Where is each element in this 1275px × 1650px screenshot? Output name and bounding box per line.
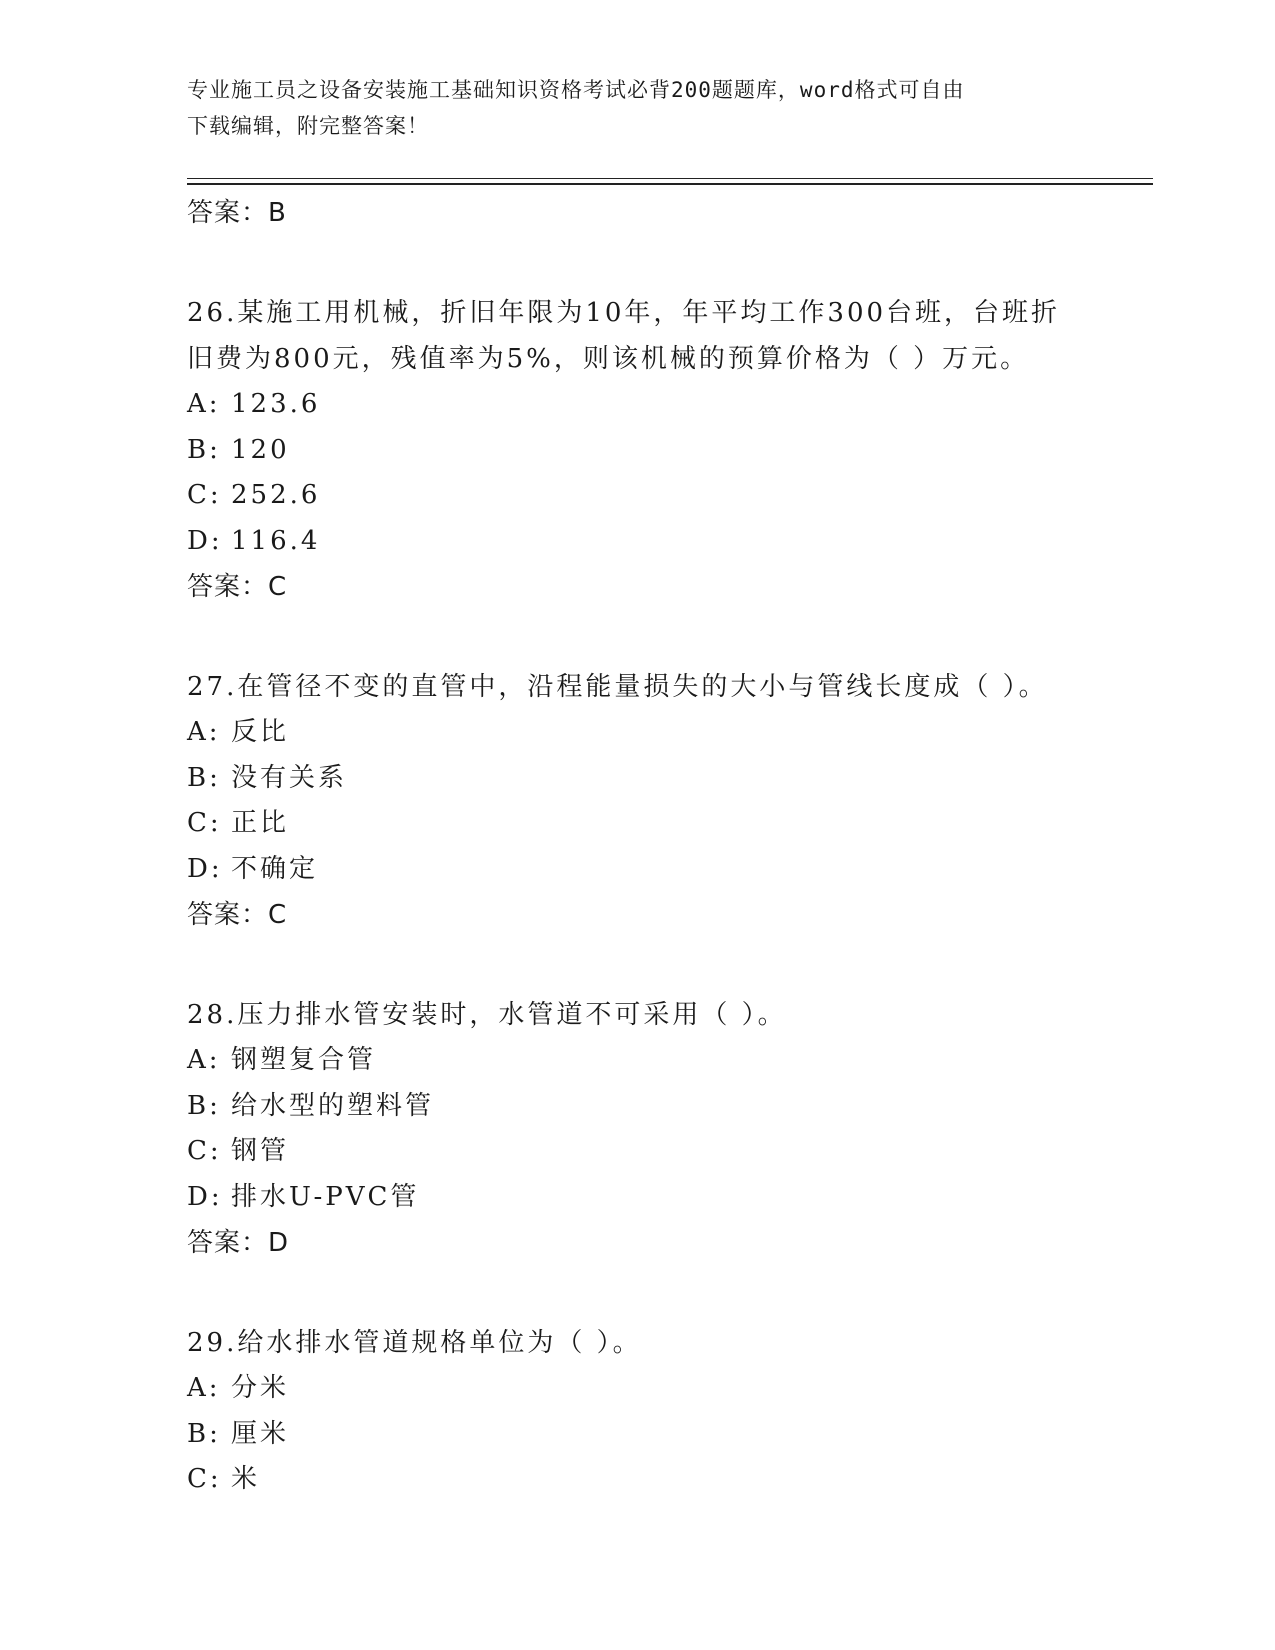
option-c: C: 钢管	[187, 1136, 290, 1166]
option-b: B: 120	[187, 434, 290, 465]
question-stem: 26.某施工用机械，折旧年限为10年，年平均工作300台班，台班折	[187, 298, 1061, 328]
question-stem: 27.在管径不变的直管中，沿程能量损失的大小与管线长度成（ ）。	[187, 672, 1048, 702]
question-26	[187, 290, 1087, 610]
question-29	[187, 1320, 1087, 1503]
option-a: A: 123.6	[187, 389, 321, 419]
option-a: A: 钢塑复合管	[187, 1045, 377, 1075]
question-stem: 28.压力排水管安装时，水管道不可采用（ ）。	[187, 1000, 787, 1030]
header-line-2: 下载编辑，附完整答案！	[187, 114, 429, 138]
header-line-1: 专业施工员之设备安装施工基础知识资格考试必背200题题库，word格式可自由	[187, 78, 965, 102]
question-list	[187, 190, 1087, 1503]
header-divider-thick	[187, 183, 1153, 185]
answer: 答案：C	[187, 572, 288, 602]
header-divider-thin	[187, 178, 1153, 179]
answer: 答案：D	[187, 1228, 290, 1258]
option-d: D: 116.4	[187, 525, 321, 556]
previous-answer: 答案：B	[187, 198, 287, 228]
document-header	[187, 72, 1077, 144]
option-d: D: 排水U-PVC管	[187, 1181, 420, 1212]
question-27	[187, 664, 1087, 938]
option-d: D: 不确定	[187, 853, 319, 884]
option-b: B: 没有关系	[187, 762, 348, 793]
question-stem-cont: 旧费为800元，残值率为5%，则该机械的预算价格为（ ）万元。	[187, 344, 1030, 374]
question-stem: 29.给水排水管道规格单位为（ ）。	[187, 1328, 642, 1358]
option-c: C: 米	[187, 1464, 261, 1494]
answer: 答案：C	[187, 900, 288, 930]
option-a: A: 反比	[187, 717, 290, 747]
option-c: C: 252.6	[187, 480, 321, 510]
option-b: B: 厘米	[187, 1418, 290, 1449]
question-28	[187, 992, 1087, 1266]
option-c: C: 正比	[187, 808, 290, 838]
option-b: B: 给水型的塑料管	[187, 1090, 435, 1121]
option-a: A: 分米	[187, 1373, 290, 1403]
